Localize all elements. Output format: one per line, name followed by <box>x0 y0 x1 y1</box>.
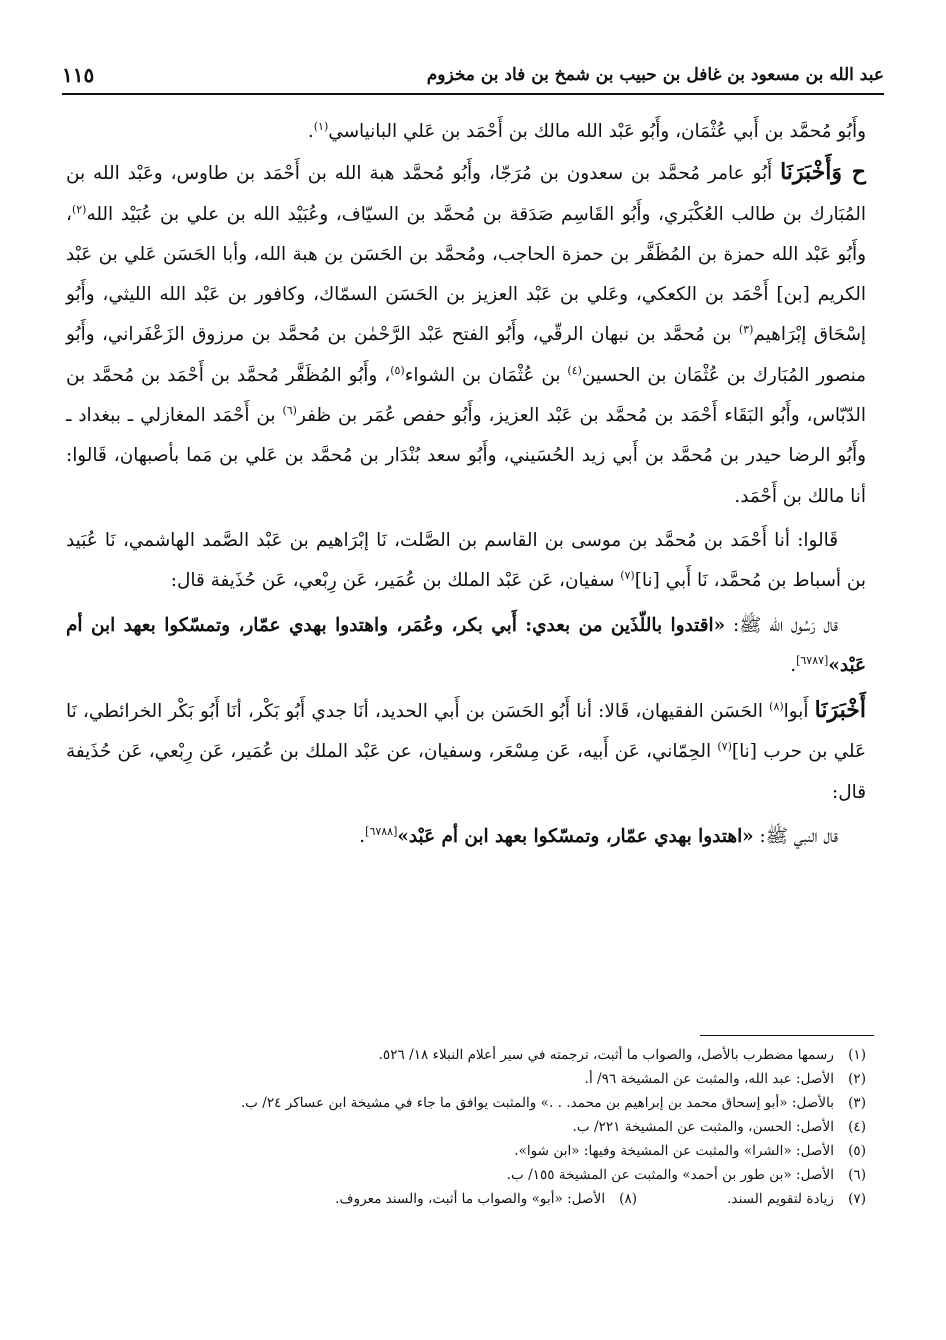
footnote-number: (٣) <box>848 1095 866 1111</box>
chain-lead: أَخْبَرَنَا <box>814 697 866 724</box>
footnote <box>66 1139 866 1163</box>
paragraph-4 <box>66 606 866 687</box>
text-span: بن عُثْمَان بن الشواء <box>404 364 568 386</box>
footnote-text: بالأصل: «أبو إسحاق محمد بن إبراهيم بن محمد. . .» والمثبت يوافق ما جاء في مشيخة ابن عساكر ٢٤/ ب. <box>240 1095 834 1111</box>
footnote-text: الأصل: «أبو» والصواب ما أثبت، والسند معروف. <box>335 1191 606 1207</box>
footnote-text: رسمها مضطرب بالأصل، والصواب ما أثبت، ترجمته في سير أعلام النبلاء ١٨/ ٥٢٦. <box>378 1047 834 1063</box>
footnote-ref: (٧) <box>717 740 732 754</box>
paragraph-3 <box>66 521 866 602</box>
text-span: بن مُحمَّد بن نبهان الرقّي، وأَبُو الفتح عَبْد الرَّحْمٰن بن مُحمَّد بن مرزوق الزَعْفَراني، وأَبُو منصور المُبَارك بن عُثْمَان بن الحسين <box>66 324 866 386</box>
footnote-ref: (٤) <box>567 363 582 377</box>
paragraph-2 <box>66 152 866 517</box>
text-span: ، وأَبُو المُظَفَّر مُحمَّد بن أَحْمَد بن مُحمَّد بن الدّبّاس، وأَبُو البَقَاء أَحْمَد بن مُحمَّد بن عَبْد العزيز، وأَبُو حفص عُمَر بن ظفر <box>66 364 867 427</box>
chain-lead: ح وَأَخْبَرَنَا <box>780 159 866 186</box>
footnote <box>66 1115 866 1139</box>
text-span: أَبُو عامر مُحمَّد بن سعدون بن مُرَجّا، وأَبُو مُحمَّد هبة الله بن أَحْمَد بن طاوس، وعَبْد الله بن المُبَارك بن طالب العُكْبَري، وأَبُو القَاسِم صَدَقة بن مُحمَّد بن السيّاف، وعُبَيْد الله بن علي بن عُبَيْد الله <box>66 163 866 225</box>
footnote-ref: (٣) <box>738 323 754 337</box>
footnote <box>66 1067 866 1091</box>
main-text <box>66 112 866 857</box>
footnote-number: (٢) <box>848 1071 866 1087</box>
footnote-text: الأصل: الحسن، والمثبت عن المشيخة ٢٢١/ ب. <box>572 1119 834 1135</box>
hadith-quote: «اهتدوا بهدي عمّار، وتمسّكوا بعهد ابن أم عَبْد» <box>397 826 754 848</box>
footnote-text: الأصل: عبد الله، والمثبت عن المشيخة ٩٦/ أ. <box>584 1071 834 1087</box>
hadith-quote: «اقتدوا باللّذَين من بعدي: أَبي بكر، وعُمَر، واهتدوا بهدي عمّار، وتمسّكوا بعهد ابن أم عَبْد» <box>66 614 866 676</box>
text-span: . <box>359 826 366 848</box>
running-header <box>62 58 884 92</box>
text-span: ، وأَبُو عَبْد الله حمزة بن المُظَفَّر بن حمزة الحاجب، ومُحمَّد بن الحَسَن بن هبة الله، وأبا الحَسَن عَلي بن عَبْد الكريم [بن] أَحْمَد بن الكعكي، وعَلي بن عَبْد العزيز بن الحَسَن السمّاك، وكافور بن عَبْد الله الليثي، وأَبُو إسْحَاق إبْرَاهيم <box>66 203 866 346</box>
text-span: الحِمّاني، عَن أَبيه، عَن مِسْعَر، وسفيان، عن عَبْد الملك بن عُمَير، عَن رِبْعي، عَن حُذَيفة قال: <box>66 741 866 803</box>
footnote-number: (٥) <box>848 1143 866 1159</box>
footnote-number: (٨) <box>619 1191 638 1207</box>
text-span: أَبوا <box>783 701 815 723</box>
footnote-text: الأصل: «بن طور بن أحمد» والمثبت عن المشيخة ١٥٥/ ب. <box>506 1167 834 1183</box>
paragraph-6 <box>66 817 866 857</box>
footnote-text: زيادة لتقويم السند. <box>727 1191 834 1207</box>
footnote-ref: (٢) <box>71 202 87 216</box>
footnote-ref: (٥) <box>390 363 405 377</box>
footnote <box>66 1091 866 1115</box>
text-span: وأَبُو مُحمَّد بن أَبي عُثْمَان، وأَبُو عَبْد الله مالك بن أَحْمَد بن عَلي البانياسي <box>328 121 866 142</box>
footnote-ref: (٦) <box>282 404 297 418</box>
text-span: سفيان، عَن عَبْد الملك بن عُمَير، عَن رِبْعي، عَن حُذَيفة قال: <box>170 570 621 592</box>
footnotes <box>66 1043 866 1211</box>
paragraph-1 <box>66 112 866 152</box>
footnote-ref: (٨) <box>769 700 784 714</box>
text-span: . <box>790 654 797 676</box>
footnote-number: (١) <box>848 1047 866 1063</box>
hadith-number: [٦٧٨٨] <box>365 825 398 839</box>
footnote-pair <box>66 1187 866 1211</box>
footnote-number: (٦) <box>848 1167 866 1183</box>
footnote-number: (٤) <box>848 1119 866 1135</box>
hadith-number: [٦٧٨٧] <box>796 653 829 667</box>
text-span: . <box>307 121 314 142</box>
header-rule <box>62 93 884 95</box>
running-title: عبد الله بن مسعود بن غافل بن حبيب بن شمخ بن فاد بن مخزوم <box>426 65 884 85</box>
text-span: قال النبي ﷺ: <box>753 826 838 848</box>
footnote-ref: (٧) <box>620 569 635 583</box>
page-number: ١١٥ <box>62 63 95 87</box>
text-span: الحَسَن الفقيهان، قَالا: أنا أَبُو الحَسَن بن أَبي الحديد، أنَا جدي أَبُو بَكْر، أنَا أَبُو بَكْر الخرائطي، نَا عَلي بن حرب [نا] <box>66 701 866 763</box>
text-span: بن أَحْمَد المغازلي ـ ببغداد ـ وأَبُو الرضا حيدر بن مُحمَّد بن أَبي زيد الحُسَيني، وأَبُو سعد بُنْدَار بن مُحمَّد بن عَلي بن مَما بأصبهان، قَالوا: أنا مالك بن أَحْمَد. <box>66 405 866 507</box>
text-span: قَالوا: أنا أَحْمَد بن مُحمَّد بن موسى بن القاسم بن الصَّلت، نَا إبْرَاهيم بن عَبْد الصَّمد الهاشمي، نَا عُبَيد بن أسباط بن مُحمَّد، نَا أَبي [نا] <box>66 529 866 592</box>
footnote-ref: (١) <box>313 120 329 133</box>
text-span: قال رَسُول الله ﷺ: <box>725 614 838 636</box>
paragraph-5 <box>66 690 866 813</box>
footnote <box>66 1043 866 1067</box>
footnote-rule <box>700 1035 874 1036</box>
footnote <box>66 1163 866 1187</box>
footnote-text: الأصل: «الشرا» والمثبت عن المشيخة وفيها: «ابن شوا». <box>514 1143 834 1159</box>
footnote-number: (٧) <box>848 1191 866 1207</box>
